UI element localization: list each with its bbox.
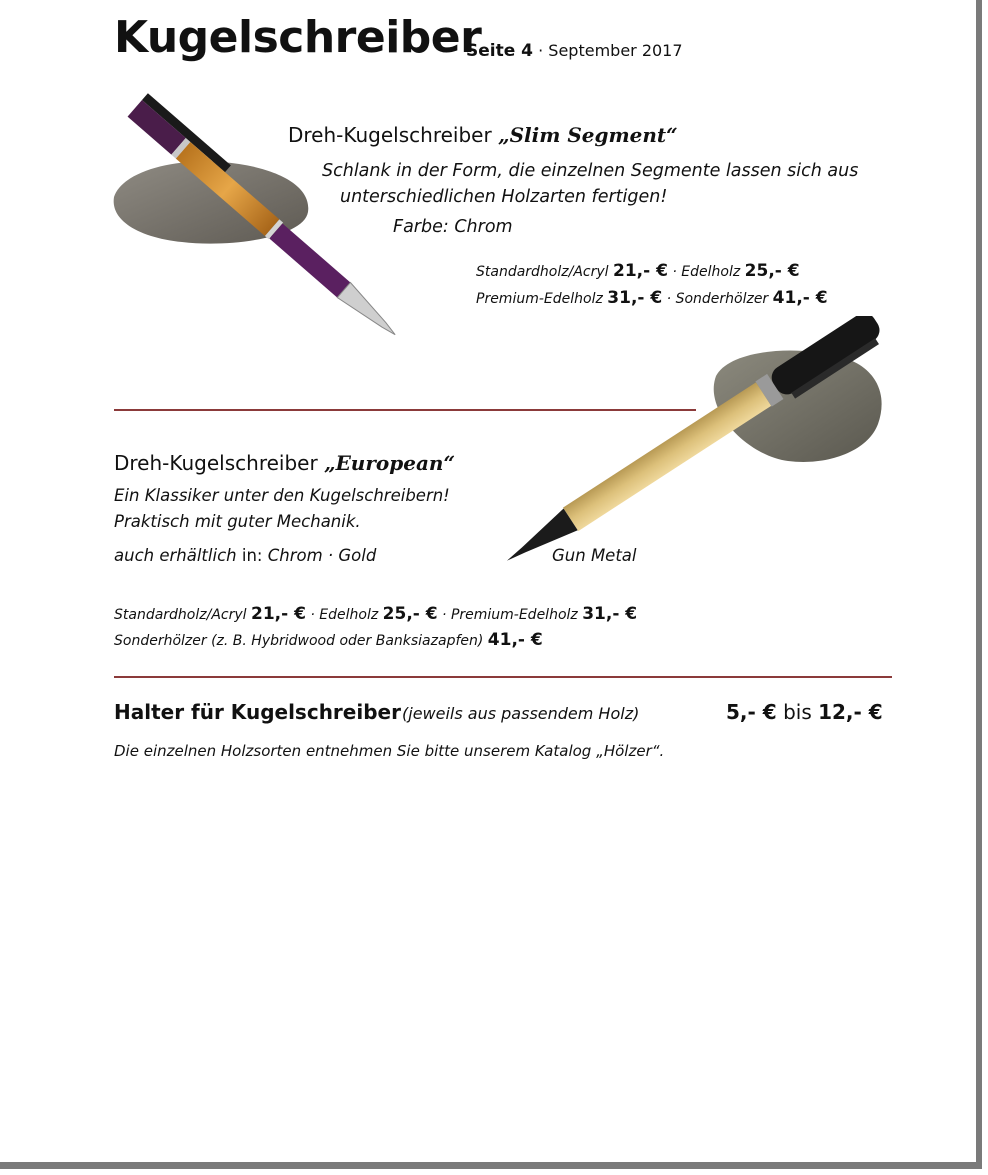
availability-options: Chrom · Gold	[267, 546, 377, 565]
slim-segment-color: Farbe: Chrom	[393, 217, 513, 237]
price-separator: ·	[672, 264, 677, 280]
price-label: Premium-Edelholz	[476, 291, 603, 307]
european-availability-gun-metal: Gun Metal	[552, 546, 637, 565]
availability-in: in:	[241, 546, 263, 565]
page-date: September 2017	[548, 41, 683, 60]
price-separator: ·	[666, 291, 672, 307]
slim-segment-desc-line2: unterschiedlichen Holzarten fertigen!	[340, 187, 668, 207]
page-number: Seite 4	[466, 41, 534, 61]
slim-segment-price-line1	[476, 261, 800, 281]
price-label: Edelholz	[319, 607, 379, 623]
price-value: 31,- €	[582, 604, 638, 624]
slim-segment-title-name: „Slim Segment“	[498, 123, 678, 147]
price-label: Sonderhölzer	[675, 291, 769, 307]
european-price-line2	[114, 630, 543, 650]
page-title: Kugelschreiber	[114, 12, 482, 63]
slim-segment-title	[288, 123, 678, 147]
holder-note: (jeweils aus passendem Holz)	[402, 704, 640, 723]
price-label: Standardholz/Acryl	[476, 264, 609, 280]
price-value: 25,- €	[382, 604, 438, 624]
price-value: 12,- €	[818, 700, 883, 724]
price-value: 25,- €	[744, 261, 800, 281]
slim-segment-price-line2	[476, 288, 828, 308]
price-value: 5,- €	[726, 700, 777, 724]
pen-lower-purple	[269, 223, 350, 297]
price-value: 21,- €	[251, 604, 306, 624]
european-title	[114, 451, 455, 475]
holder-price	[726, 700, 883, 724]
price-label: Premium-Edelholz	[450, 607, 578, 623]
holder-title: Halter für Kugelschreiber	[114, 700, 401, 724]
european-pen-image	[428, 316, 908, 590]
pen-body-wood	[563, 382, 771, 531]
catalog-footnote: Die einzelnen Holzsorten entnehmen Sie bitte unserem Katalog „Hölzer“.	[114, 742, 665, 760]
price-label: Standardholz/Acryl	[114, 607, 247, 623]
section-divider	[114, 676, 892, 678]
slim-segment-desc-line1: Schlank in der Form, die einzelnen Segmente lassen sich aus	[322, 161, 859, 181]
price-label: Edelholz	[681, 264, 741, 280]
slim-segment-title-prefix: Dreh-Kugelschreiber	[288, 123, 492, 147]
european-title-prefix: Dreh-Kugelschreiber	[114, 451, 318, 475]
meta-separator: ·	[538, 41, 544, 60]
european-desc-line2: Praktisch mit guter Mechanik.	[114, 512, 361, 531]
price-value: 21,- €	[613, 261, 668, 281]
pen-tip	[337, 282, 401, 342]
price-label: Sonderhölzer (z. B. Hybridwood oder Banksiazapfen)	[114, 633, 484, 649]
availability-label: auch erhältlich	[114, 546, 237, 565]
price-separator: ·	[442, 607, 447, 623]
price-value: 41,- €	[772, 288, 828, 308]
price-value: 41,- €	[487, 630, 543, 650]
page-meta	[466, 41, 683, 61]
price-value: 31,- €	[607, 288, 663, 308]
european-desc-line1: Ein Klassiker unter den Kugelschreibern!	[114, 486, 450, 505]
european-availability	[114, 546, 376, 565]
european-price-line1	[114, 604, 637, 624]
price-range-word: bis	[783, 700, 812, 724]
price-separator: ·	[310, 607, 315, 623]
european-title-name: „European“	[324, 451, 455, 475]
